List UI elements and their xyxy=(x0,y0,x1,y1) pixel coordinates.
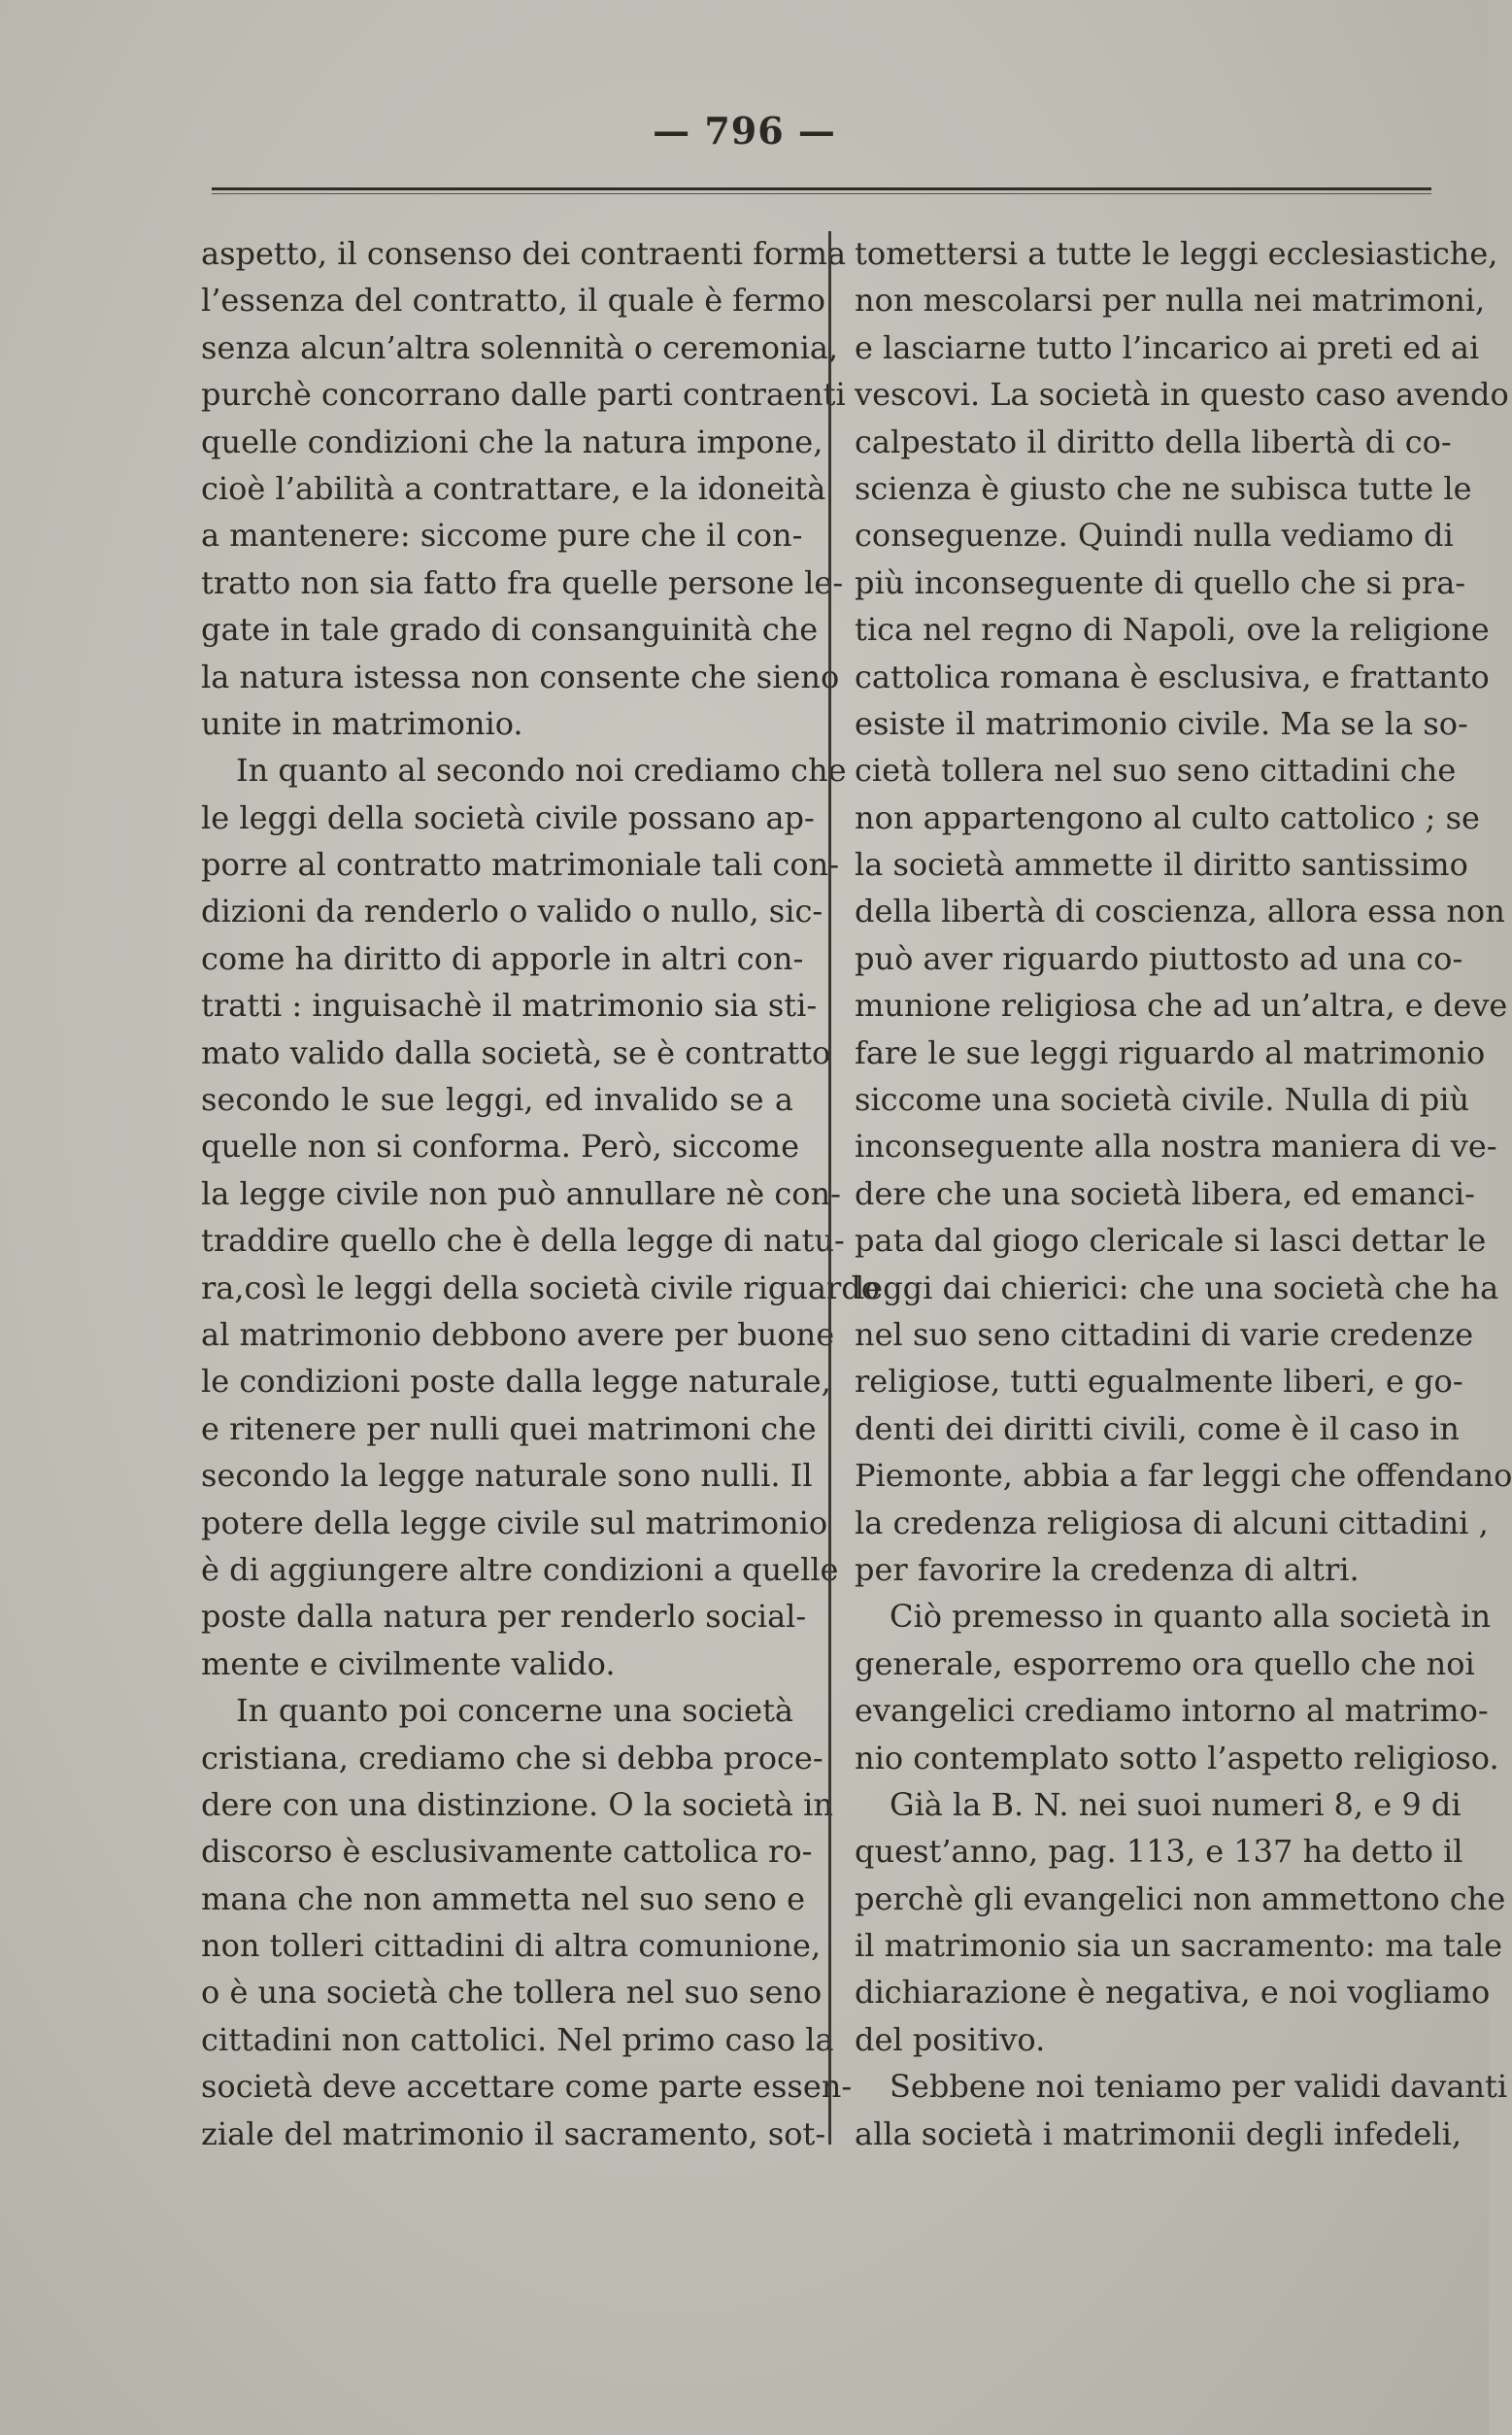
text-line: pata dal giogo clericale si lasci dettar le xyxy=(855,1222,1487,1260)
text-line: denti dei diritti civili, come è il caso in xyxy=(855,1409,1460,1447)
text-line: siccome una società civile. Nulla di più xyxy=(855,1081,1470,1119)
text-line: quelle condizioni che la natura impone, xyxy=(201,423,823,460)
text-line: cittadini non cattolici. Nel primo caso la xyxy=(201,2020,834,2058)
text-line: ziale del matrimonio il sacramento, sot- xyxy=(201,2114,826,2152)
text-line: dizioni da renderlo o valido o nullo, sic- xyxy=(201,893,823,930)
text-line: Sebbene noi teniamo per validi davanti xyxy=(890,2068,1508,2106)
text-line: la natura istessa non consente che sieno xyxy=(201,658,840,695)
text-line: non appartengono al culto cattolico ; se xyxy=(855,798,1480,836)
header-rule-thin xyxy=(212,193,1431,194)
left-column xyxy=(201,230,881,2157)
text-line: la credenza religiosa di alcuni cittadini , xyxy=(855,1504,1489,1541)
text-line: gate in tale grado di consanguinità che xyxy=(201,611,819,649)
header-rule xyxy=(212,187,1431,190)
text-line: perchè gli evangelici non ammettono che xyxy=(855,1879,1506,1917)
text-line: al matrimonio debbono avere per buone xyxy=(201,1315,835,1353)
text-line: tomettersi a tutte le leggi ecclesiastiche, xyxy=(855,235,1498,272)
text-line: la società ammette il diritto santissimo xyxy=(855,846,1468,884)
text-line: le leggi della società civile possano ap- xyxy=(201,798,815,836)
text-line: scienza è giusto che ne subisca tutte le xyxy=(855,469,1472,507)
text-line: generale, esporremo ora quello che noi xyxy=(855,1644,1475,1682)
text-line: senza alcun’altra solennità o ceremonia, xyxy=(201,328,839,366)
text-line: cattolica romana è esclusiva, e frattanto xyxy=(855,658,1490,695)
text-line: porre al contratto matrimoniale tali con- xyxy=(201,846,839,884)
text-line: calpestato il diritto della libertà di co- xyxy=(855,423,1452,460)
page-number: — 796 — xyxy=(653,109,836,152)
text-line: mente e civilmente valido. xyxy=(201,1644,616,1682)
text-line: come ha diritto di apporle in altri con- xyxy=(201,939,804,977)
column-divider xyxy=(828,231,831,2145)
text-line: inconseguente alla nostra maniera di ve- xyxy=(855,1128,1497,1166)
text-line: mana che non ammetta nel suo seno e xyxy=(201,1879,806,1917)
right-column xyxy=(855,230,1512,2157)
text-line: del positivo. xyxy=(855,2020,1046,2058)
text-line: la legge civile non può annullare nè con- xyxy=(201,1174,841,1212)
text-line: dere con una distinzione. O la società in xyxy=(201,1785,833,1823)
text-line: società deve accettare come parte essen- xyxy=(201,2068,853,2106)
text-line: leggi dai chierici: che una società che ha xyxy=(855,1268,1499,1306)
text-line: Piemonte, abbia a far leggi che offendano xyxy=(855,1457,1512,1495)
text-line: ra,così le leggi della società civile riguardo xyxy=(201,1268,881,1306)
text-line: non tolleri cittadini di altra comunione, xyxy=(201,1927,822,1965)
text-line: mato valido dalla società, se è contratto xyxy=(201,1033,831,1071)
text-line: tratto non sia fatto fra quelle persone le- xyxy=(201,563,844,601)
text-line: nio contemplato sotto l’aspetto religioso. xyxy=(855,1739,1499,1776)
text-line: a mantenere: siccome pure che il con- xyxy=(201,517,803,555)
text-line: più inconseguente di quello che si pra- xyxy=(855,563,1466,601)
text-line: tratti : inguisachè il matrimonio sia sti- xyxy=(201,987,818,1025)
text-line: per favorire la credenza di altri. xyxy=(855,1550,1360,1588)
text-line: aspetto, il consenso dei contraenti forma xyxy=(201,235,847,272)
text-line: o è una società che tollera nel suo seno xyxy=(201,1974,823,2012)
text-line: evangelici crediamo intorno al matrimo- xyxy=(855,1692,1489,1730)
text-line: Già la B. N. nei suoi numeri 8, e 9 di xyxy=(890,1785,1462,1823)
text-line: conseguenze. Quindi nulla vediamo di xyxy=(855,517,1454,555)
text-line: purchè concorrano dalle parti contraenti xyxy=(201,376,846,414)
text-line: vescovi. La società in questo caso avendo xyxy=(855,376,1509,414)
text-line: religiose, tutti egualmente liberi, e go- xyxy=(855,1363,1463,1401)
text-line: quelle non si conforma. Però, siccome xyxy=(201,1128,800,1166)
text-line: cristiana, crediamo che si debba proce- xyxy=(201,1739,823,1776)
text-line: l’essenza del contratto, il quale è fermo xyxy=(201,282,825,320)
text-line: può aver riguardo piuttosto ad una co- xyxy=(855,939,1463,977)
text-line: tica nel regno di Napoli, ove la religione xyxy=(855,611,1490,649)
text-line: della libertà di coscienza, allora essa non xyxy=(855,893,1505,930)
text-line: unite in matrimonio. xyxy=(201,704,523,742)
text-line: alla società i matrimonii degli infedeli, xyxy=(855,2114,1462,2152)
text-line: In quanto al secondo noi crediamo che xyxy=(236,752,847,790)
text-line: poste dalla natura per renderlo social- xyxy=(201,1598,807,1636)
text-line: e ritenere per nulli quei matrimoni che xyxy=(201,1409,817,1447)
text-line: e lasciarne tutto l’incarico ai preti ed ai xyxy=(855,328,1480,366)
text-line: dichiarazione è negativa, e noi vogliamo xyxy=(855,1974,1491,2012)
text-line: In quanto poi concerne una società xyxy=(236,1692,793,1730)
text-line: Ciò premesso in quanto alla società in xyxy=(890,1598,1492,1636)
text-line: dere che una società libera, ed emanci- xyxy=(855,1174,1475,1212)
text-line: non mescolarsi per nulla nei matrimoni, xyxy=(855,282,1486,320)
text-line: cioè l’abilità a contrattare, e la idoneità xyxy=(201,469,826,507)
text-line: discorso è esclusivamente cattolica ro- xyxy=(201,1833,813,1871)
text-line: quest’anno, pag. 113, e 137 ha detto il xyxy=(855,1833,1463,1871)
text-line: le condizioni poste dalla legge naturale, xyxy=(201,1363,831,1401)
text-line: secondo le sue leggi, ed invalido se a xyxy=(201,1081,793,1119)
text-line: il matrimonio sia un sacramento: ma tale xyxy=(855,1927,1503,1965)
text-line: secondo la legge naturale sono nulli. Il xyxy=(201,1457,813,1495)
text-line: nel suo seno cittadini di varie credenze xyxy=(855,1315,1474,1353)
text-line: cietà tollera nel suo seno cittadini che xyxy=(855,752,1457,790)
text-line: potere della legge civile sul matrimonio xyxy=(201,1504,828,1541)
text-line: esiste il matrimonio civile. Ma se la so- xyxy=(855,704,1468,742)
text-line: traddire quello che è della legge di natu- xyxy=(201,1222,845,1260)
text-line: è di aggiungere altre condizioni a quelle xyxy=(201,1550,839,1588)
text-line: munione religiosa che ad un’altra, e deve xyxy=(855,987,1508,1025)
text-line: fare le sue leggi riguardo al matrimonio xyxy=(855,1033,1486,1071)
